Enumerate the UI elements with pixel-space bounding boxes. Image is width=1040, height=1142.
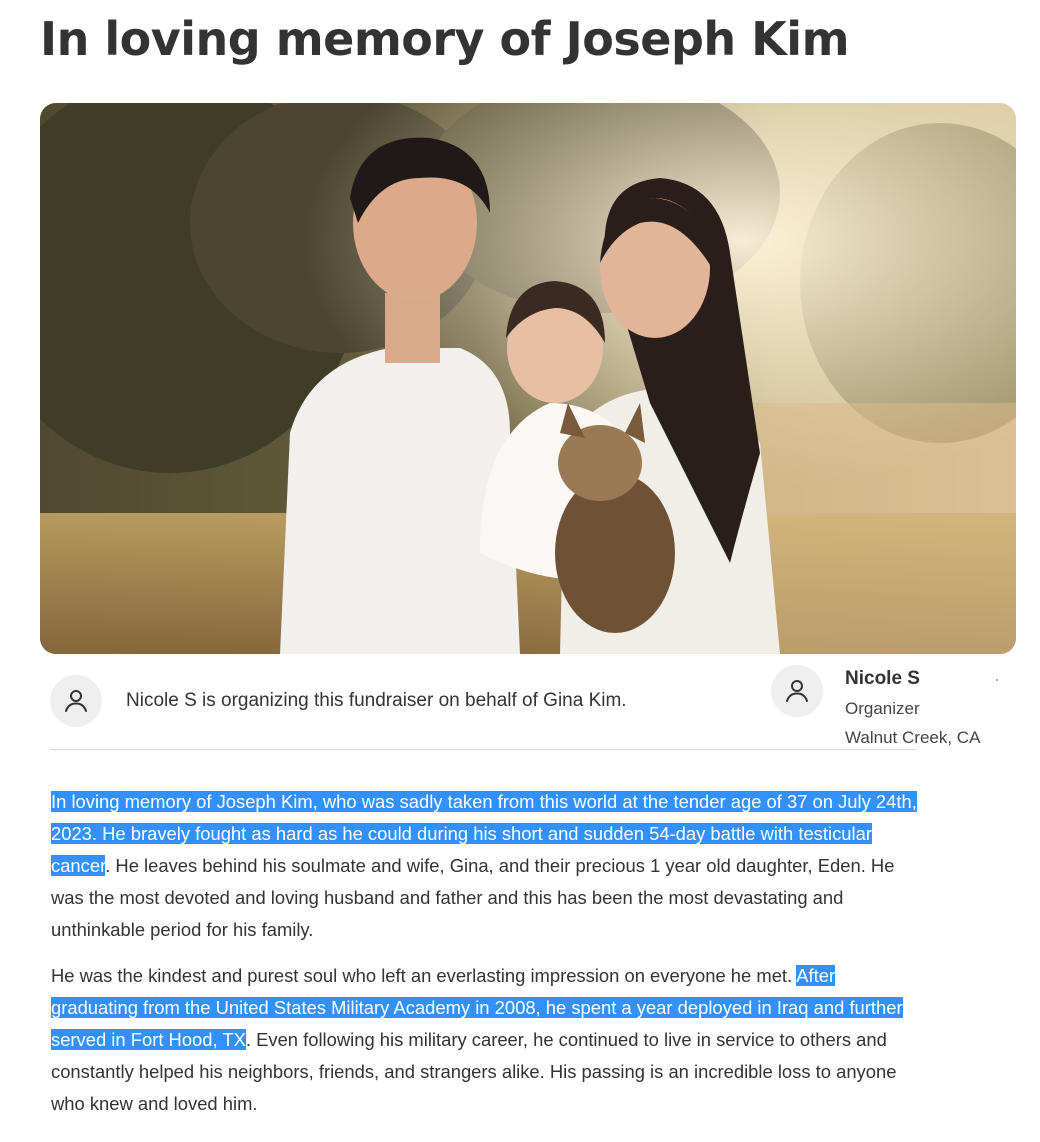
section-divider — [50, 749, 916, 750]
story-body — [51, 786, 921, 1134]
organizer-location: Walnut Creek, CA — [845, 728, 981, 747]
organizer-name[interactable]: Nicole S — [845, 668, 920, 689]
page-title: In loving memory of Joseph Kim — [40, 12, 850, 66]
organizer-role: Organizer — [845, 699, 920, 718]
family-photo-image — [40, 103, 1016, 654]
selected-text: After graduating from the United States Military Academy in 2008, he spent a year deployed in Iraq and further served in Fort Hood, TX — [51, 965, 903, 1050]
organizer-avatar — [50, 675, 102, 727]
hero-family-photo[interactable] — [40, 103, 1016, 654]
story-text: He was the kindest and purest soul who left an everlasting impression on everyone he met. — [51, 965, 797, 986]
user-icon — [782, 676, 812, 706]
organizer-statement: Nicole S is organizing this fundraiser on behalf of Gina Kim. — [126, 690, 627, 711]
separator-dot — [996, 679, 998, 681]
story-text: . He leaves behind his soulmate and wife, Gina, and their precious 1 year old daughter, Eden. He was the most devoted and loving husband and father and this has been the most devastating and unthinkable period for his family. — [51, 855, 895, 940]
story-text: . Even following his military career, he continued to live in service to others and constantly helped his neighbors, friends, and strangers alike. His passing is an incredible loss to anyone who knew and loved him. — [51, 1029, 897, 1114]
story-paragraph-1 — [51, 786, 921, 946]
user-icon — [61, 686, 91, 716]
story-paragraph-2 — [51, 960, 921, 1120]
organizer-profile-avatar[interactable] — [771, 665, 823, 717]
selected-text: In loving memory of Joseph Kim, who was sadly taken from this world at the tender age of 37 on July 24th, 2023. He bravely fought as hard as he could during his short and sudden 54-day battle with testicular cancer — [51, 791, 917, 876]
